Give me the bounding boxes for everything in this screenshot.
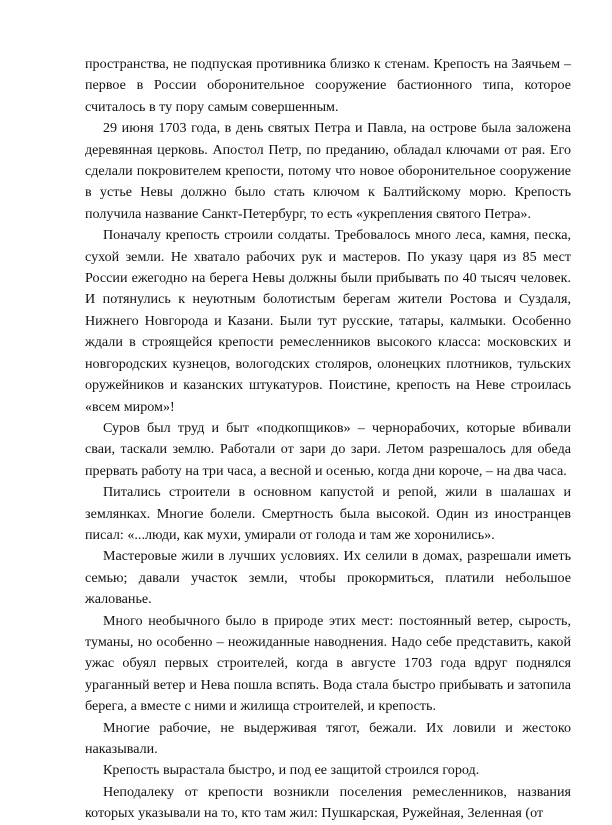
paragraph-city-growth: Крепость вырастала быстро, и под ее защитой строился город. bbox=[103, 762, 480, 779]
paragraph-fortress-description: пространства, не подпуская противника близко к стенам. Крепость на Заячьем – первое в России оборонительное сооружение бастионного типа, которое считалось в ту пору самым совершенным. bbox=[85, 56, 571, 115]
paragraph-craftsmen: Мастеровые жили в лучших условиях. Их селили в домах, разрешали иметь семью; давали участок земли, чтобы прокормиться, платили небольшое жалованье. bbox=[85, 548, 571, 608]
paragraph-floods: Много необычного было в природе этих мест: постоянный ветер, сырость, туманы, но особенно – неожиданные наводнения. Надо себе представить, какой ужас обуял первых строителей, когда в августе 1703 года вдруг поднялся ураганный ветер и Нева пошла вспять. Вода стала быстро прибывать и затопила берега, а вместе с ними и жилища строителей, и крепость. bbox=[85, 612, 571, 715]
paragraph-runaways: Многие рабочие, не выдерживая тягот, бежали. Их ловили и жестоко наказывали. bbox=[85, 719, 571, 757]
document-body bbox=[85, 54, 571, 825]
paragraph-hard-labor: Суров был труд и быт «подкопщиков» – чернорабочих, которые вбивали сваи, таскали землю. Работали от зари до зари. Летом разрешалось для обеда прервать работу на три часа, а весной и осенью, когда дни короче, – на два часа. bbox=[85, 419, 571, 479]
paragraph-builders: Поначалу крепость строили солдаты. Требовалось много леса, камня, песка, сухой земли. Не хватало рабочих рук и мастеров. По указу царя из 85 мест России ежегодно на берега Невы должны были прибывать по 40 тысяч человек. И потянулись к неуютным болотистым берегам жители Ростова и Суздаля, Нижнего Новгорода и Казани. Были тут русские, татары, калмыки. Особенно ждали в строящейся крепости ремесленников высокого класса: московских и новгородских кузнецов, вологодских столяров, олонецких плотников, тульских оружейников и казанских штукатуров. Поистине, крепость на Неве строилась «всем миром»! bbox=[85, 227, 571, 415]
paragraph-living-conditions: Питались строители в основном капустой и репой, жили в шалашах и землянках. Многие болели. Смертность была высокой. Один из иностранцев писал: «...люди, как мухи, умирали от голода и там же хоронились». bbox=[85, 484, 571, 543]
paragraph-settlements: Неподалеку от крепости возникли поселения ремесленников, названия которых указывали на то, кто там жил: Пушкарская, Ружейная, Зеленная (от bbox=[85, 783, 571, 822]
paragraph-church-founding: 29 июня 1703 года, в день святых Петра и Павла, на острове была заложена деревянная церковь. Апостол Петр, по преданию, обладал ключами от рая. Его сделали покровителем крепости, потому что новое оборонительное сооружение в устье Невы должно было стать ключом к Балтийскому морю. Крепость получила название Санкт-Петербург, то есть «укрепления святого Петра». bbox=[85, 120, 571, 222]
